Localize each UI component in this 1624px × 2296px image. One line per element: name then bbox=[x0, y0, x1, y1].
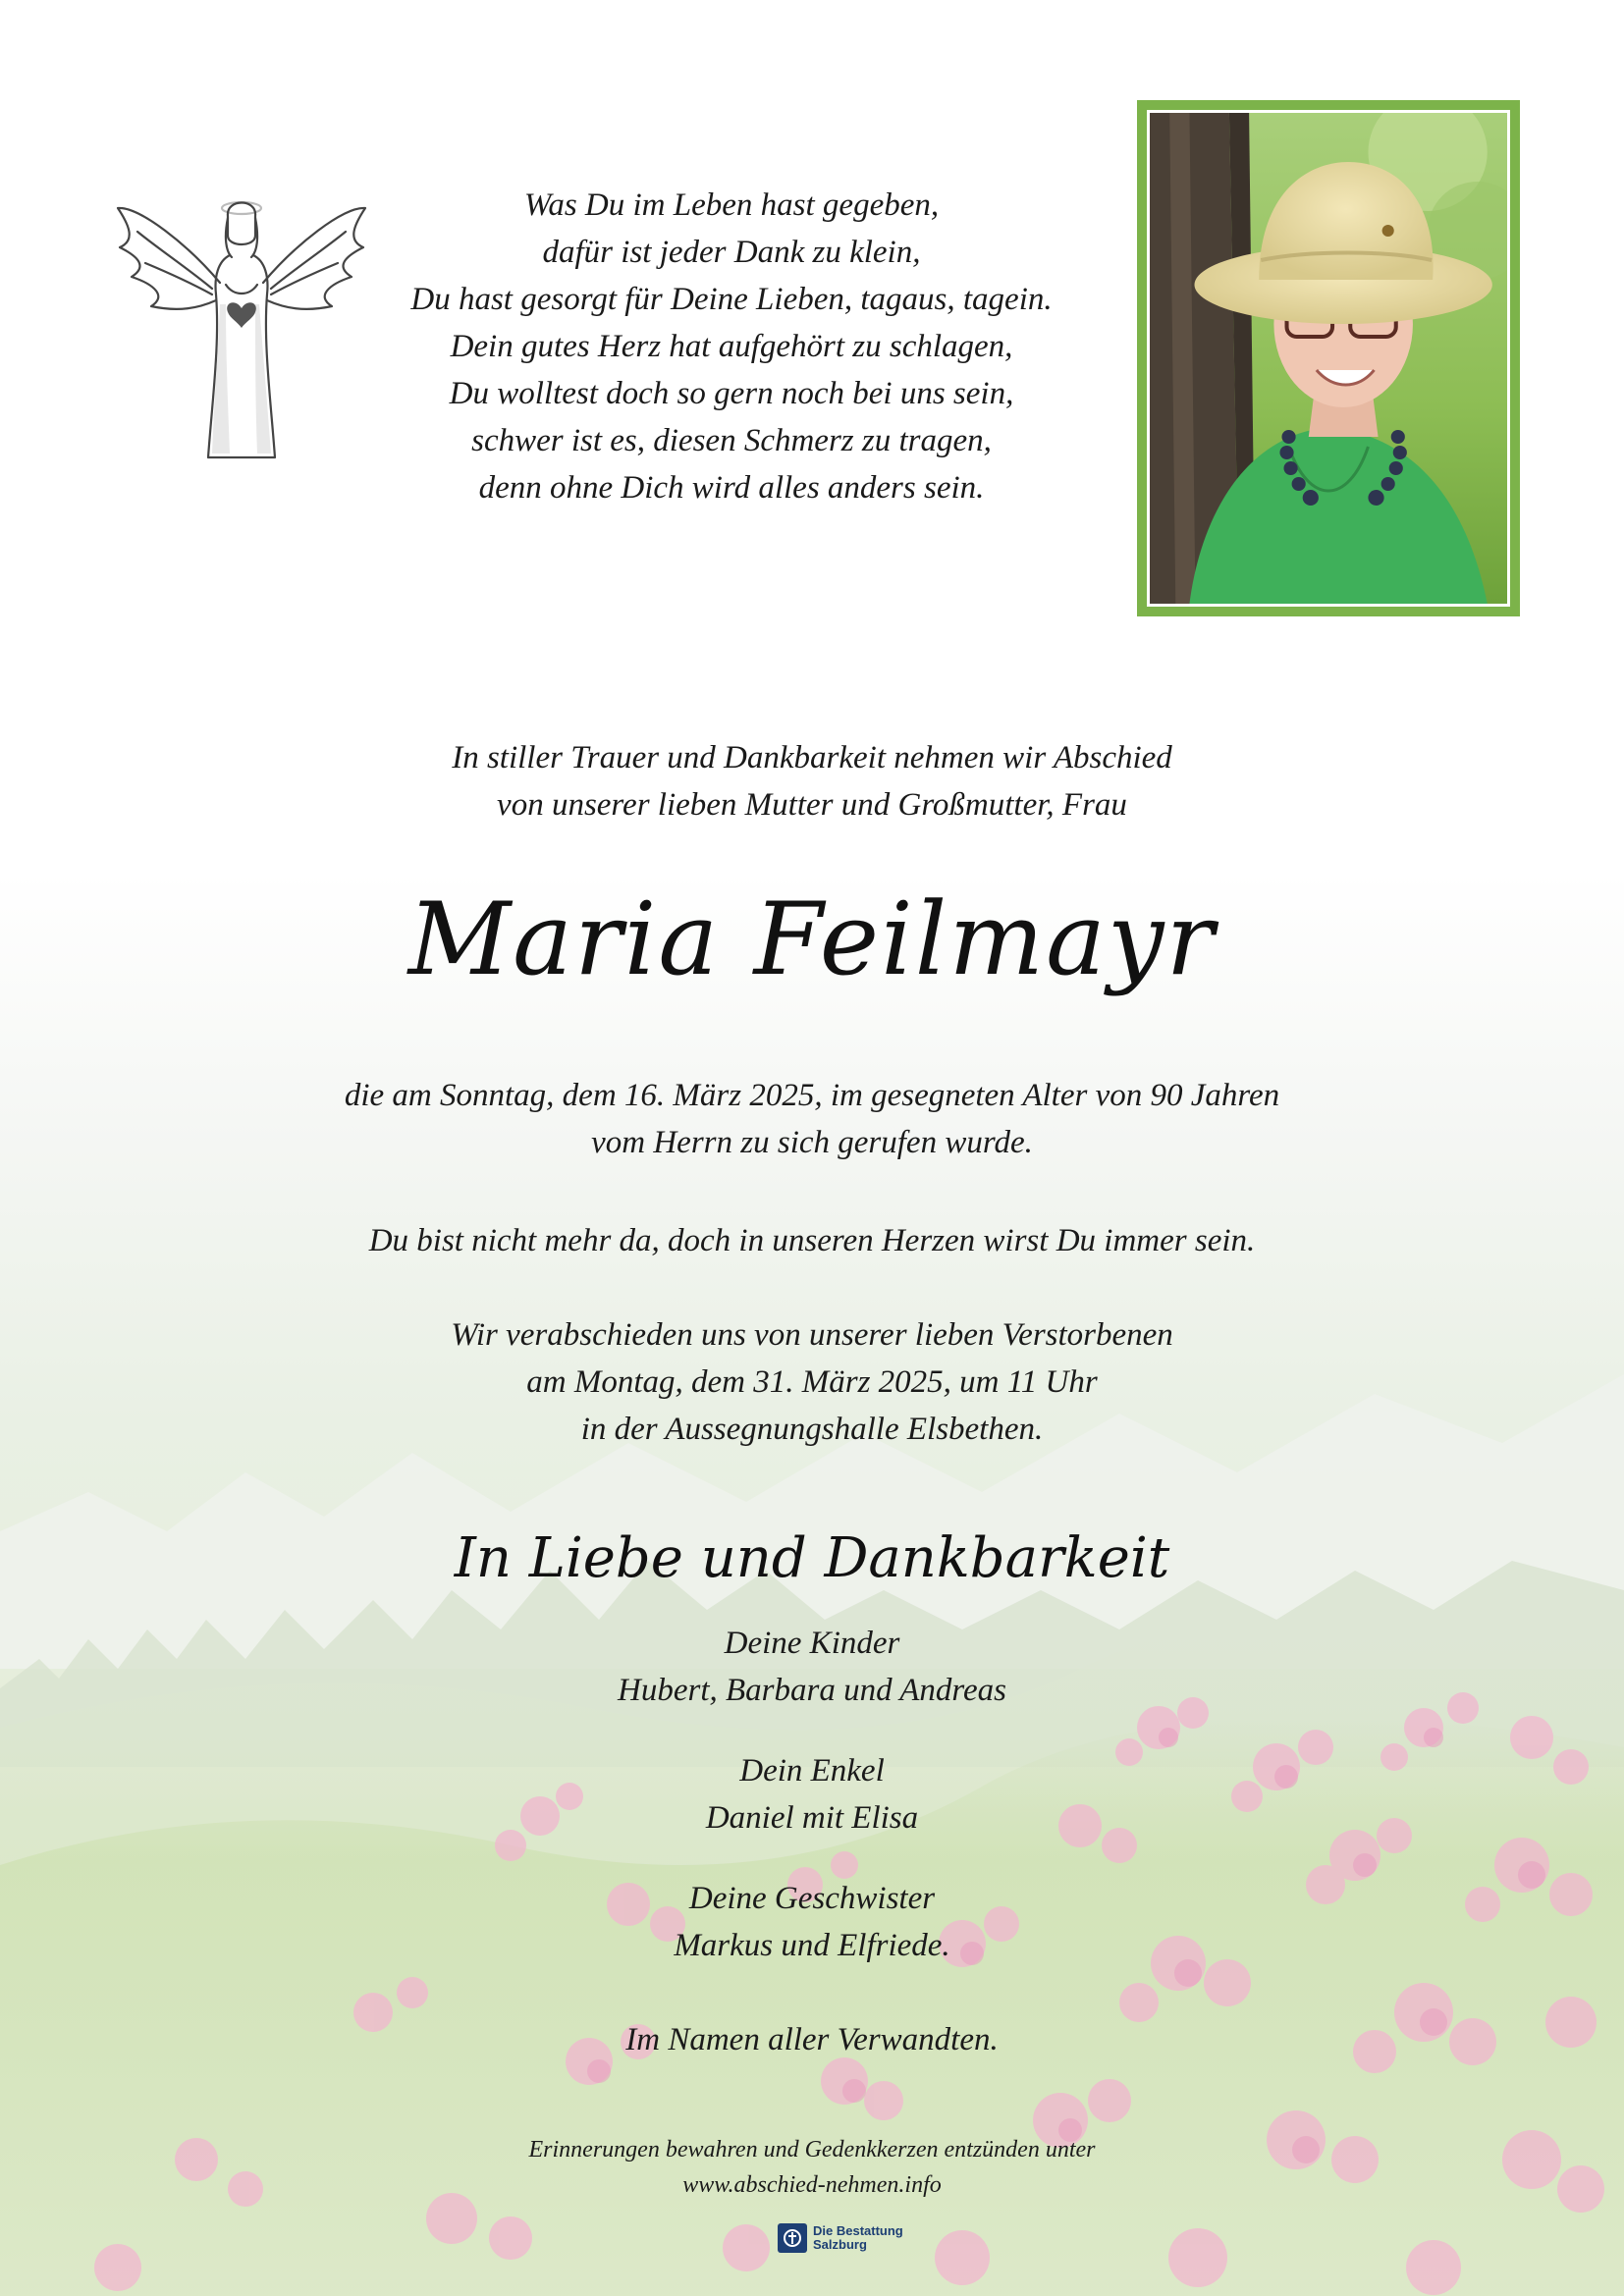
ceremony-info bbox=[0, 1311, 1624, 1453]
family-group bbox=[0, 1747, 1624, 1842]
closing-heading: In Liebe und Dankbarkeit bbox=[454, 1526, 1170, 1590]
ceremony-line: am Montag, dem 31. März 2025, um 11 Uhr bbox=[526, 1364, 1098, 1400]
bestattung-logo-icon bbox=[778, 2223, 807, 2253]
ceremony-line: Wir verabschieden uns von unserer lieben Verstorbenen bbox=[451, 1317, 1173, 1353]
footer-line: Erinnerungen bewahren und Gedenkkerzen entzünden unter bbox=[528, 2137, 1096, 2163]
family-final bbox=[0, 2016, 1624, 2063]
intro-line: von unserer lieben Mutter und Großmutter, Frau bbox=[497, 787, 1127, 823]
family-group-names: Markus und Elfriede. bbox=[674, 1928, 950, 1963]
family-final-line: Im Namen aller Verwandten. bbox=[625, 2022, 999, 2057]
poem-line: Du wolltest doch so gern noch bei uns sein, bbox=[449, 376, 1014, 411]
family-group-title: Dein Enkel bbox=[739, 1753, 885, 1789]
footer bbox=[0, 2132, 1624, 2203]
family-group-names: Daniel mit Elisa bbox=[705, 1800, 919, 1836]
poem-line: Du hast gesorgt für Deine Lieben, tagaus, tagein. bbox=[410, 282, 1053, 317]
poem-line: Dein gutes Herz hat aufgehört zu schlagen, bbox=[450, 329, 1013, 364]
family-group bbox=[0, 1620, 1624, 1714]
announcement-intro bbox=[0, 734, 1624, 828]
logo-line: Salzburg bbox=[813, 2237, 867, 2252]
memorial-thought: Du bist nicht mehr da, doch in unseren Herzen wirst Du immer sein. bbox=[368, 1223, 1256, 1258]
deceased-name: Maria Feilmayr bbox=[407, 881, 1217, 998]
poem-line: dafür ist jeder Dank zu klein, bbox=[542, 235, 921, 270]
logo-line: Die Bestattung bbox=[813, 2223, 903, 2238]
family-group-title: Deine Kinder bbox=[724, 1626, 900, 1661]
poem-line: Was Du im Leben hast gegeben, bbox=[523, 187, 940, 223]
detail-line: die am Sonntag, dem 16. März 2025, im gesegneten Alter von 90 Jahren bbox=[344, 1078, 1280, 1113]
poem-line: schwer ist es, diesen Schmerz zu tragen, bbox=[471, 423, 992, 458]
poem-line: denn ohne Dich wird alles anders sein. bbox=[478, 470, 985, 506]
ceremony-line: in der Aussegnungshalle Elsbethen. bbox=[580, 1412, 1044, 1447]
death-details bbox=[0, 1072, 1624, 1166]
family-group-title: Deine Geschwister bbox=[688, 1881, 936, 1916]
family-group-names: Hubert, Barbara und Andreas bbox=[618, 1673, 1006, 1708]
intro-line: In stiller Trauer und Dankbarkeit nehmen wir Abschied bbox=[452, 740, 1172, 775]
family-list bbox=[0, 1620, 1624, 2097]
bestattung-logo bbox=[778, 2220, 903, 2256]
memorial-poem bbox=[334, 182, 1129, 511]
family-group bbox=[0, 1875, 1624, 1969]
logo-text bbox=[813, 2224, 903, 2252]
detail-line: vom Herrn zu sich gerufen wurde. bbox=[591, 1125, 1033, 1160]
portrait-image bbox=[1150, 113, 1507, 604]
footer-link[interactable]: www.abschied-nehmen.info bbox=[682, 2172, 942, 2198]
portrait-photo bbox=[1137, 100, 1520, 616]
